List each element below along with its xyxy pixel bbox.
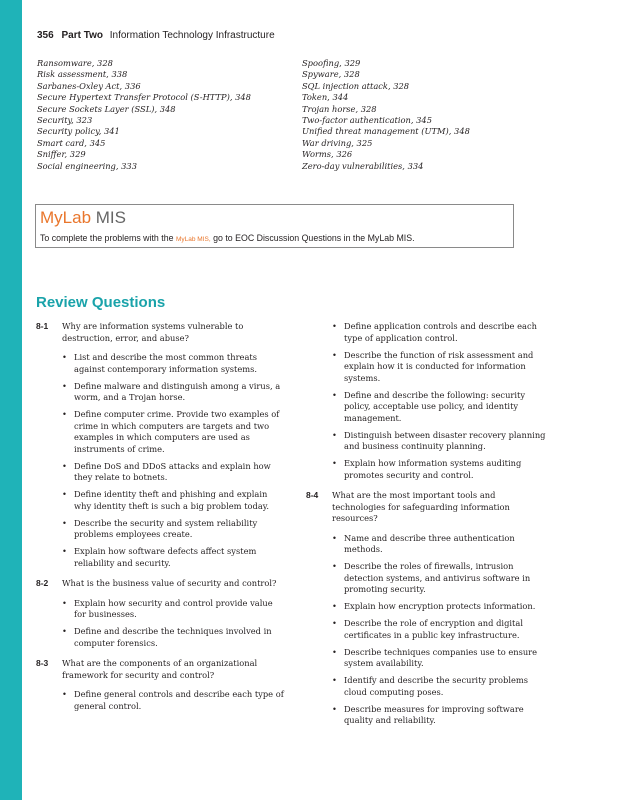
mylab-brand: MyLab xyxy=(40,208,92,227)
question-bullet: • Define computer crime. Provide two examples of crime in which computers are targets and two examples in which computers are used as instruments of crime. xyxy=(62,409,284,455)
question-bullet: • Describe techniques companies use to ensure system availability. xyxy=(332,647,548,670)
review-right-column xyxy=(306,321,548,732)
mylab-text-before: To complete the problems with the xyxy=(40,233,174,243)
question-bullet: • Define and describe the techniques involved in computer forensics. xyxy=(62,626,284,649)
question-bullet: • Name and describe three authentication methods. xyxy=(332,533,548,556)
question-text: What are the most important tools and technologies for safeguarding information resources? xyxy=(332,490,510,523)
question-bullet: • Explain how information systems auditing promotes security and control. xyxy=(332,458,548,481)
key-term: SQL injection attack, 328 xyxy=(302,80,410,91)
key-term: Secure Hypertext Transfer Protocol (S-HTTP), 348 xyxy=(37,92,251,103)
question-bullet: • Describe the security and system reliability problems employees create. xyxy=(62,518,284,541)
key-terms-left-column xyxy=(37,58,251,172)
question-bullet: • Describe the function of risk assessment and explain how it is conducted for information systems. xyxy=(332,350,548,385)
page-header xyxy=(37,30,275,41)
mylab-mis-label: MIS xyxy=(95,208,126,227)
key-term: Risk assessment, 338 xyxy=(37,69,128,80)
key-term: War driving, 325 xyxy=(302,137,373,148)
key-term: Zero-day vulnerabilities, 334 xyxy=(302,160,424,171)
key-term: Sarbanes-Oxley Act, 336 xyxy=(37,80,141,91)
question-bullet: • Explain how security and control provide value for businesses. xyxy=(62,598,284,621)
key-term: Spoofing, 329 xyxy=(302,58,361,68)
question-bullet: • Describe the roles of firewalls, intrusion detection systems, and antivirus software in promoting security. xyxy=(332,561,548,596)
key-term: Social engineering, 333 xyxy=(37,160,137,171)
part-label: Part Two xyxy=(61,30,103,41)
question-number: 8-3 xyxy=(36,658,49,668)
key-term: Token, 344 xyxy=(302,92,349,103)
mylab-mis-box xyxy=(35,204,514,248)
mylab-inline-brand: MyLab MIS, xyxy=(175,236,211,243)
question-bullet: • Describe measures for improving software quality and reliability. xyxy=(332,704,548,727)
key-term: Security, 323 xyxy=(37,114,93,125)
question-bullet: • Define general controls and describe each type of general control. xyxy=(62,689,284,712)
mylab-instruction xyxy=(40,233,415,243)
key-term: Spyware, 328 xyxy=(302,69,360,80)
page-number: 356 xyxy=(37,30,54,41)
question-number: 8-1 xyxy=(36,321,49,331)
question-bullet: • Define identity theft and phishing and explain why identity theft is such a big problem today. xyxy=(62,489,284,512)
question-bullet: • Define application controls and describe each type of application control. xyxy=(332,321,548,344)
part-title: Information Technology Infrastructure xyxy=(109,30,275,41)
review-left-column xyxy=(36,321,284,718)
mylab-title xyxy=(40,208,126,228)
key-term: Security policy, 341 xyxy=(37,126,120,137)
key-terms-right-column xyxy=(302,58,470,172)
key-term: Unified threat management (UTM), 348 xyxy=(302,126,470,137)
question-bullet: • List and describe the most common threats against contemporary information systems. xyxy=(62,352,284,375)
question-bullet: • Define malware and distinguish among a virus, a worm, and a Trojan horse. xyxy=(62,381,284,404)
mylab-text-after: go to EOC Discussion Questions in the MyLab MIS. xyxy=(213,233,415,243)
key-term: Trojan horse, 328 xyxy=(302,103,377,114)
question-8-4 xyxy=(306,490,548,525)
review-questions-title: Review Questions xyxy=(36,294,166,311)
question-8-1 xyxy=(36,321,284,344)
question-text: What is the business value of security and control? xyxy=(62,578,277,588)
question-8-2 xyxy=(36,578,284,590)
key-term: Secure Sockets Layer (SSL), 348 xyxy=(37,103,176,114)
question-text: What are the components of an organizational framework for security and control? xyxy=(62,658,258,680)
question-bullet: • Define DoS and DDoS attacks and explain how they relate to botnets. xyxy=(62,461,284,484)
key-term: Sniffer, 329 xyxy=(37,149,86,160)
question-bullet: • Explain how encryption protects information. xyxy=(332,601,548,613)
key-term: Two-factor authentication, 345 xyxy=(302,114,432,125)
key-term: Ransomware, 328 xyxy=(37,58,113,68)
question-bullet: • Identify and describe the security problems cloud computing poses. xyxy=(332,675,548,698)
question-bullet: • Explain how software defects affect system reliability and security. xyxy=(62,546,284,569)
question-number: 8-4 xyxy=(306,490,319,500)
question-number: 8-2 xyxy=(36,578,49,588)
question-8-3 xyxy=(36,658,284,681)
teal-margin-bar xyxy=(0,0,22,800)
question-bullet: • Define and describe the following: security policy, acceptable use policy, and identity management. xyxy=(332,390,548,425)
question-text: Why are information systems vulnerable to destruction, error, and abuse? xyxy=(62,321,244,343)
key-term: Worms, 326 xyxy=(302,149,353,160)
key-term: Smart card, 345 xyxy=(37,137,106,148)
question-bullet: • Describe the role of encryption and digital certificates in a public key infrastructure. xyxy=(332,618,548,641)
question-bullet: • Distinguish between disaster recovery planning and business continuity planning. xyxy=(332,430,548,453)
